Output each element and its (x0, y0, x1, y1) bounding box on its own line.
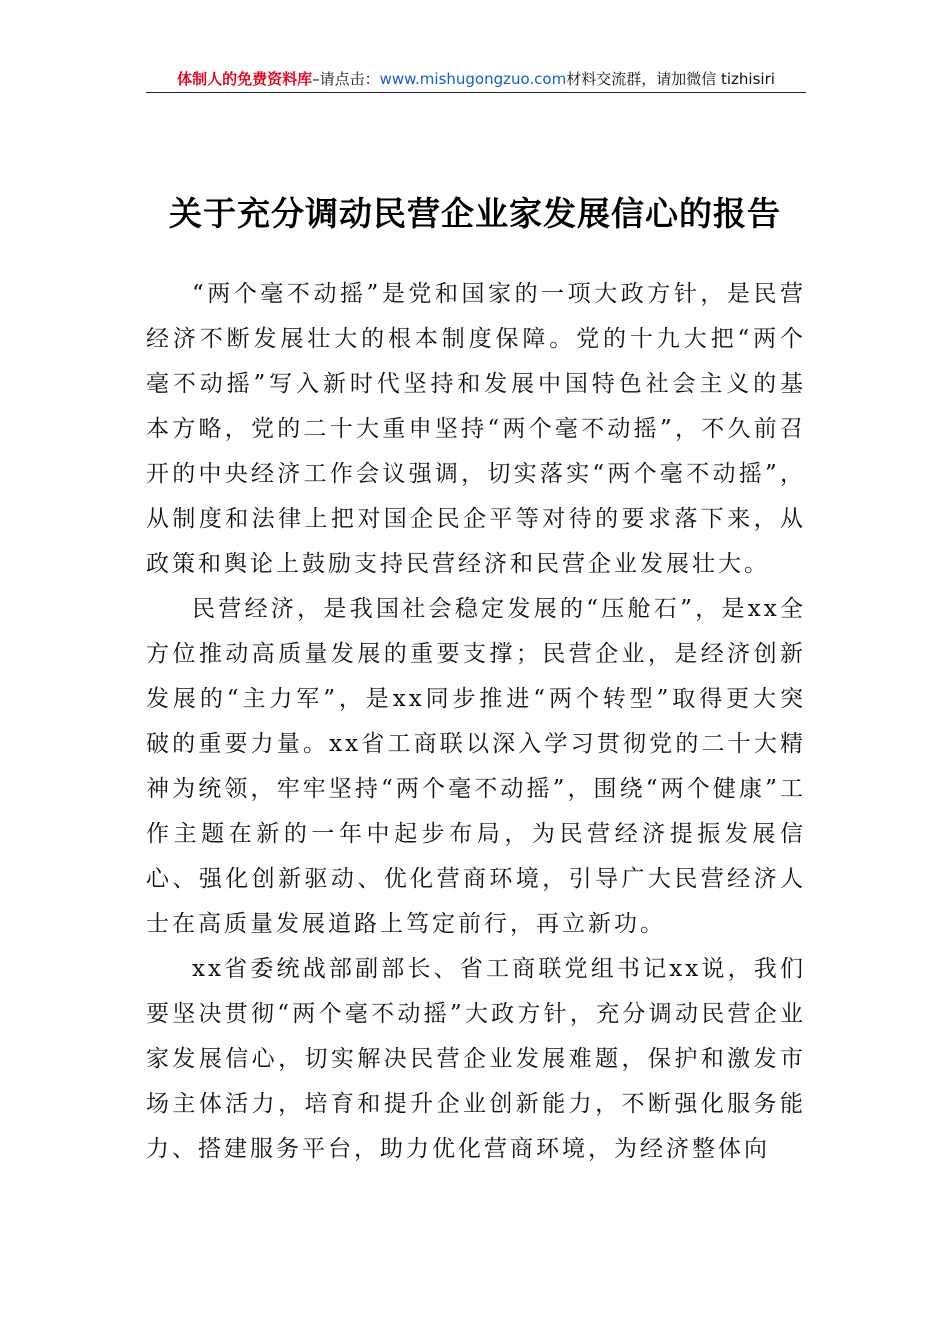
header-note: 材料交流群，请加微信 tizhisiri (566, 70, 775, 88)
document-title: 关于充分调动民营企业家发展信心的报告 (169, 194, 781, 234)
paragraph: 民营经济，是我国社会稳定发展的“压舱石”，是xx全方位推动高质量发展的重要支撑；民营企业，是经济创新发展的“主力军”，是xx同步推进“两个转型”取得更大突破的重要力量。xx省工商联以深入学习贯彻党的二十大精神为统领，牢牢坚持“两个毫不动摇”，围绕“两个健康”工作主题在新的一年中起步布局，为民营经济提振发展信心、强化创新驱动、优化营商环境，引导广大民营经济人士在高质量发展道路上笃定前行，再立新功。 (146, 596, 806, 937)
header-link[interactable]: www.mishugongzuo.com (379, 70, 567, 88)
header-brand: 体制人的免费资料库 (177, 70, 313, 88)
paragraph: xx省委统战部副部长、省工商联党组书记xx说，我们要坚决贯彻“两个毫不动摇”大政方针，充分调动民营企业家发展信心，切实解决民营企业发展难题，保护和激发市场主体活力，培育和提升企业创新能力，不断强化服务能力、搭建服务平台，助力优化营商环境，为经济整体向 (146, 956, 806, 1162)
header-divider (146, 92, 806, 93)
header-prompt: –请点击： (312, 70, 380, 88)
page-header (146, 69, 806, 89)
paragraph: “两个毫不动摇”是党和国家的一项大政方针，是民营经济不断发展壮大的根本制度保障。党的十九大把“两个毫不动摇”写入新时代坚持和发展中国特色社会主义的基本方略，党的二十大重申坚持“两个毫不动摇”，不久前召开的中央经济工作会议强调，切实落实“两个毫不动摇”，从制度和法律上把对国企民企平等对待的要求落下来，从政策和舆论上鼓励支持民营经济和民营企业发展壮大。 (146, 281, 806, 577)
document-body (146, 272, 806, 1172)
